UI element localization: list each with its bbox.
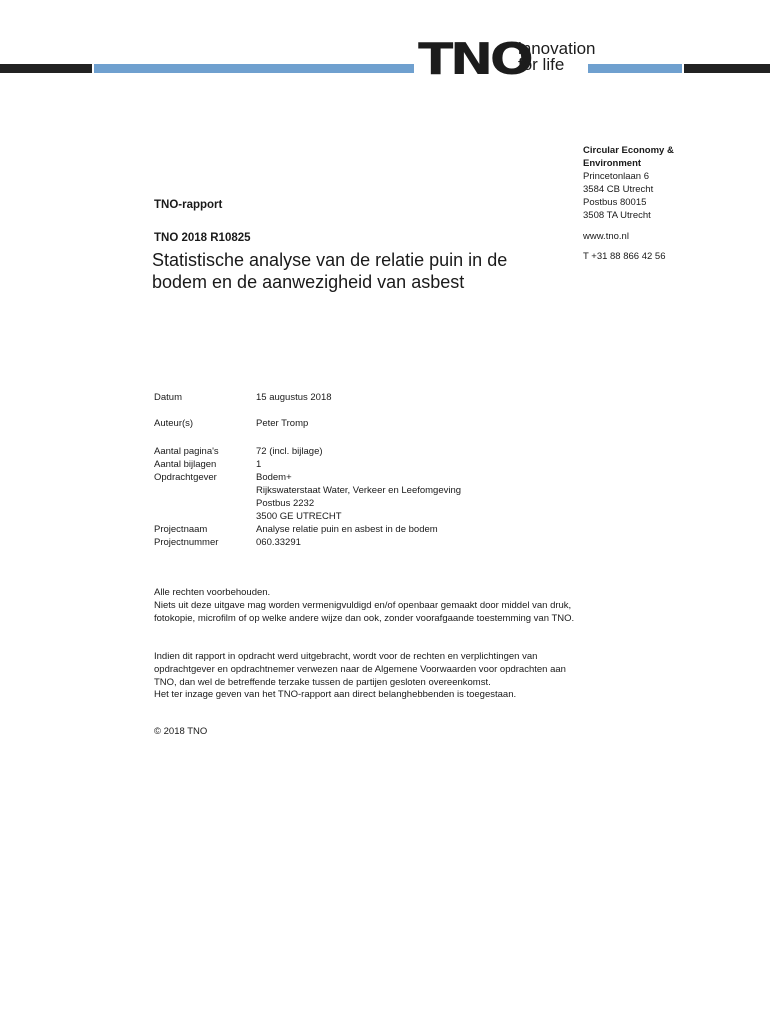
address-postbus-city: 3508 TA Utrecht [583, 210, 651, 221]
terms-notice: Indien dit rapport in opdracht werd uitgebracht, wordt voor de rechten en verplichtingen van opdrachtgever en opdrachtnemer verwezen naar de Algemene Voorwaarden voor opdrachten aan TNO, dan wel de betreffende terzake tussen de partijen gesloten overeenkomst. [154, 651, 566, 688]
legal-paragraph-1 [154, 587, 584, 625]
phone-number: T +31 88 866 42 56 [583, 251, 666, 262]
website-link[interactable]: www.tno.nl [583, 231, 629, 242]
author-label: Auteur(s) [154, 418, 194, 429]
project-number-value: 060.33291 [256, 537, 301, 548]
header-bar-dark-left [0, 64, 92, 73]
pages-label: Aantal pagina's [154, 446, 219, 457]
client-line-1: Bodem+ [256, 472, 292, 483]
tno-logo: TNO [418, 34, 531, 85]
project-name-label: Projectnaam [154, 524, 208, 535]
client-line-4: 3500 GE UTRECHT [256, 511, 342, 522]
tno-tagline [518, 41, 596, 73]
tagline-line-2: for life [518, 55, 565, 74]
appendices-label: Aantal bijlagen [154, 459, 217, 470]
project-name-value: Analyse relatie puin en asbest in de bodem [256, 524, 438, 535]
client-line-3: Postbus 2232 [256, 498, 315, 509]
inspection-notice: Het ter inzage geven van het TNO-rapport aan direct belanghebbenden is toegestaan. [154, 689, 517, 701]
org-name-line-1: Circular Economy & [583, 145, 674, 156]
copyright: © 2018 TNO [154, 726, 208, 737]
address-postcode-city: 3584 CB Utrecht [583, 184, 654, 195]
header-bar-blue-right [588, 64, 682, 73]
address-block [583, 144, 674, 222]
report-number: TNO 2018 R10825 [154, 232, 251, 244]
metadata-block [154, 392, 574, 552]
tagline-line-1: innovation [518, 39, 596, 58]
reproduction-notice: Niets uit deze uitgave mag worden vermenigvuldigd en/of openbaar gemaakt door middel van druk, fotokopie, microfilm of op welke andere wijze dan ook, zonder voorafgaande toestemming van TNO. [154, 599, 575, 624]
report-title: Statistische analyse van de relatie puin in de bodem en de aanwezigheid van asbest [152, 250, 508, 292]
legal-paragraph-2 [154, 651, 584, 702]
appendices-value: 1 [256, 459, 262, 470]
report-label: TNO-rapport [154, 199, 223, 211]
client-line-2: Rijkswaterstaat Water, Verkeer en Leefomgeving [256, 485, 462, 496]
date-value: 15 augustus 2018 [256, 392, 332, 403]
date-label: Datum [154, 392, 182, 403]
rights-reserved: Alle rechten voorbehouden. [154, 587, 271, 598]
client-label: Opdrachtgever [154, 472, 217, 483]
project-number-label: Projectnummer [154, 537, 219, 548]
address-postbus: Postbus 80015 [583, 197, 647, 208]
address-street: Princetonlaan 6 [583, 171, 650, 182]
header-bar-dark-right [684, 64, 770, 73]
org-name-line-2: Environment [583, 158, 642, 169]
pages-value: 72 (incl. bijlage) [256, 446, 323, 457]
author-value: Peter Tromp [256, 418, 309, 429]
header-bar-blue-left [94, 64, 414, 73]
